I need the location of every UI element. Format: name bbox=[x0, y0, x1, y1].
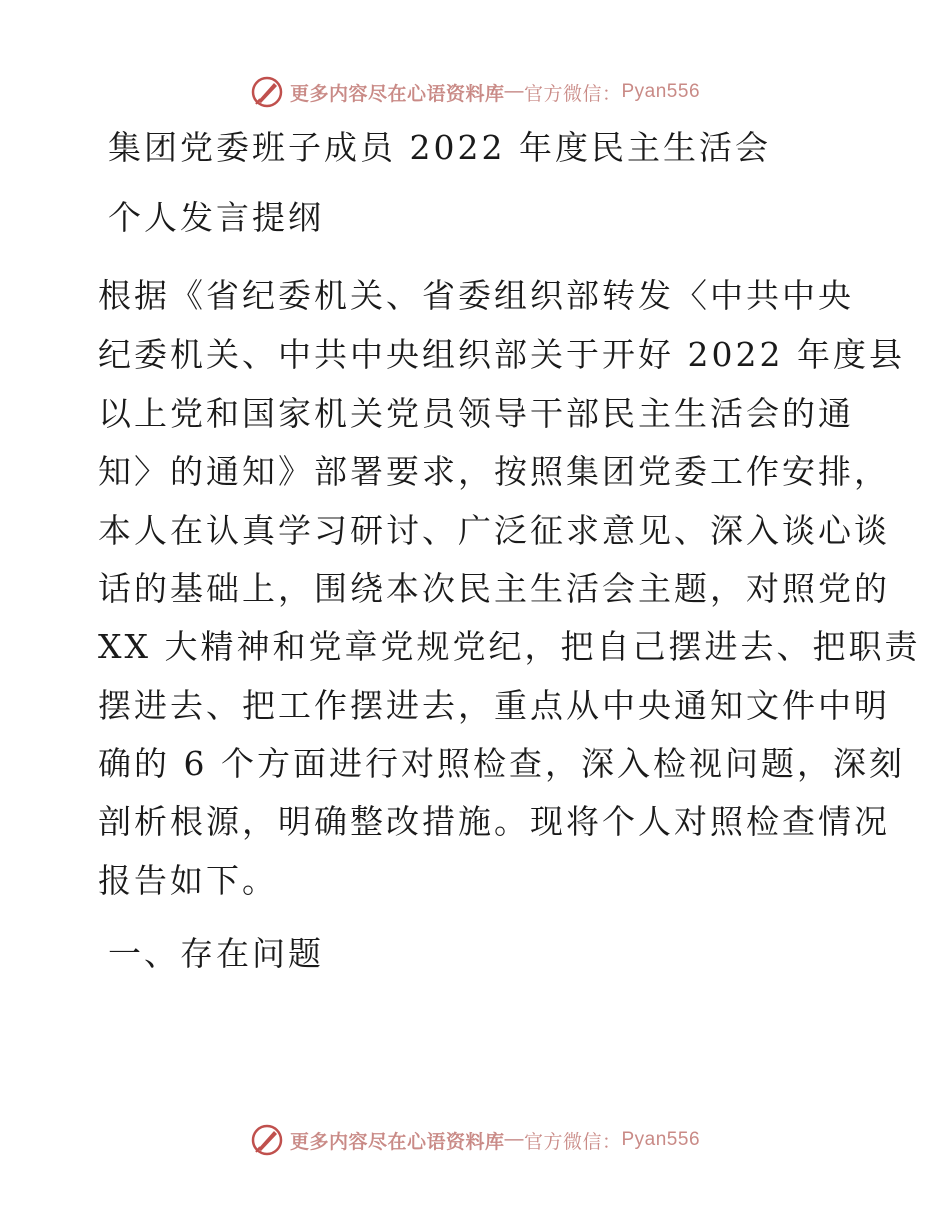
paragraph-line: 以上党和国家机关党员领导干部民主生活会的通 bbox=[98, 394, 854, 433]
watermark-wechat-id: Pyan556 bbox=[621, 81, 701, 102]
paragraph-line: 根据《省纪委机关、省委组织部转发〈中共中央 bbox=[98, 276, 854, 315]
footer-watermark bbox=[0, 1120, 950, 1160]
paragraph-line: 纪委机关、中共中央组织部关于开好 2022 年度县 bbox=[98, 335, 905, 374]
watermark-separator: — bbox=[504, 1129, 524, 1150]
watermark-separator: — bbox=[504, 81, 524, 102]
watermark-label: 官方微信： bbox=[523, 83, 622, 105]
watermark-label: 官方微信： bbox=[523, 1131, 622, 1153]
header-watermark bbox=[0, 72, 950, 112]
paragraph-line: 摆进去、把工作摆进去，重点从中央通知文件中明 bbox=[98, 686, 890, 725]
watermark-main-text: 更多内容尽在心语资料库 bbox=[289, 83, 505, 105]
paragraph-line: 知〉的通知》部署要求，按照集团党委工作安排， bbox=[98, 452, 890, 491]
document-title: 集团党委班子成员 2022 年度民主生活会 bbox=[108, 128, 771, 167]
watermark-main-text: 更多内容尽在心语资料库 bbox=[289, 1131, 505, 1153]
paragraph-line: 话的基础上，围绕本次民主生活会主题，对照党的 bbox=[98, 569, 890, 608]
paragraph-line: 报告如下。 bbox=[98, 861, 278, 900]
paragraph-line: 确的 6 个方面进行对照检查，深入检视问题，深刻 bbox=[98, 744, 905, 783]
quill-pen-logo-icon bbox=[250, 1123, 284, 1157]
paragraph-line: 本人在认真学习研讨、广泛征求意见、深入谈心谈 bbox=[98, 511, 890, 550]
section-heading: 一、存在问题 bbox=[108, 934, 324, 973]
quill-pen-logo-icon bbox=[250, 75, 284, 109]
watermark-wechat-id: Pyan556 bbox=[621, 1129, 701, 1150]
paragraph-line: XX 大精神和党章党规党纪，把自己摆进去、把职责 bbox=[98, 627, 921, 666]
paragraph-line: 剖析根源，明确整改措施。现将个人对照检查情况 bbox=[98, 802, 890, 841]
document-subtitle: 个人发言提纲 bbox=[108, 198, 324, 237]
